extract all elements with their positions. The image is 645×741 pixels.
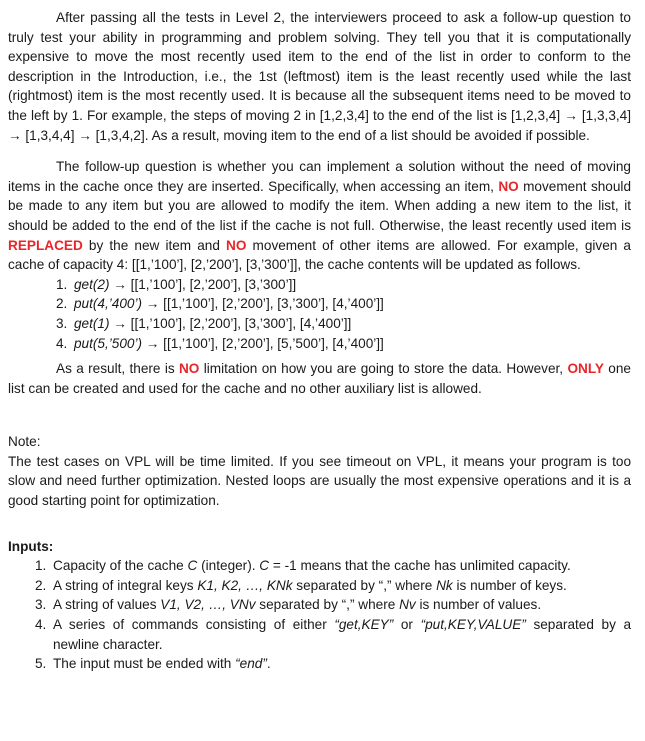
emphasis-no-3: NO	[178, 361, 200, 377]
intro-paragraph: After passing all the tests in Level 2, the interviewers proceed to ask a follow-up question to truly test your ability in programming and problem solving. They tell you that it is computationally expensive to move the most recently used item to the end of the list in order to conform to the description in the Introduction, i.e., the 1st (leftmost) item is the least recently used while the last (rightmost) item is the most recently used. It is because all the subsequent items need to be moved to the left by 1. For example, the steps of moving 2 in [1,2,3,4] to the end of the list is [1,2,3,4] → [1,3,3,4] → [1,3,4,4] → [1,3,4,2]. As a result, moving item to the end of a list should be avoided if possible.	[8, 10, 631, 143]
list-item: 1. Capacity of the cache C (integer). C = -1 means that the cache has unlimited capacity.	[35, 558, 571, 574]
emphasis-only: ONLY	[567, 361, 604, 377]
emphasis-no-2: NO	[226, 237, 247, 253]
example-command: get(2)	[74, 276, 110, 292]
list-item: 4. A series of commands consisting of either “get,KEY” or “put,KEY,VALUE” separated by a newline character.	[35, 617, 632, 652]
list-item: 4. put(5,’500’) → [[1,’100’], [2,’200’], [5,’500’], [4,’400’]]	[56, 335, 384, 351]
inputs-list	[8, 556, 631, 674]
list-item: 2. put(4,’400’) → [[1,’100’], [2,’200’], [3,’300’], [4,’400’]]	[56, 296, 384, 312]
followup-paragraph	[8, 157, 631, 275]
example-list	[8, 275, 631, 353]
example-result: → [[1,’100’], [2,’200’], [3,’300’]]	[109, 276, 297, 292]
list-item: 3. A string of values V1, V2, …, VNv separated by “,” where Nv is number of values.	[35, 597, 542, 613]
example-command: put(4,’400’)	[74, 296, 143, 312]
example-command: get(1)	[74, 315, 110, 331]
emphasis-no-1: NO	[498, 178, 519, 194]
example-result: → [[1,’100’], [2,’200’], [5,’500’], [4,’400’]]	[142, 335, 384, 351]
followup-text-2: movement should be made to any item but you are allowed to modify the item. When adding a new item to the list, it should be added to the end of the list if the cache is not full. Otherwise, the least recently used item is	[8, 178, 632, 233]
example-result: → [[1,’100’], [2,’200’], [3,’300’], [4,’400’]]	[142, 296, 384, 312]
note-body: The test cases on VPL will be time limited. If you see timeout on VPL, it means your program is too slow and need further optimization. Nested loops are usually the most expensive operations and it is a good starting point for optimization.	[8, 453, 631, 509]
example-command: put(5,’500’)	[74, 335, 143, 351]
followup-text-1: The follow-up question is whether you can implement a solution without the need of moving items in the cache once they are inserted. Specifically, when accessing an item,	[8, 159, 631, 194]
list-item: 5. The input must be ended with “end”.	[35, 656, 271, 672]
list-item: 3. get(1) → [[1,’100’], [2,’200’], [3,’300’], [4,’400’]]	[56, 315, 352, 331]
storage-paragraph: As a result, there is NO limitation on how you are going to store the data. However, ONLY one list can be created and used for the cache and no other auxiliary list is allowed.	[8, 361, 631, 396]
list-item: 1. get(2) → [[1,’100’], [2,’200’], [3,’300’]]	[56, 276, 297, 292]
list-item: 2. A string of integral keys K1, K2, …, KNk separated by “,” where Nk is number of keys.	[35, 577, 567, 593]
followup-text-4: movement of other items are allowed. For example, given a cache of capacity 4: [[1,’100’], [2,’200’], [3,’300’]], the cache contents will be updated as follows.	[8, 237, 631, 273]
emphasis-replaced: REPLACED	[8, 237, 83, 253]
example-result: → [[1,’100’], [2,’200’], [3,’300’], [4,’400’]]	[109, 315, 352, 331]
inputs-heading: Inputs:	[8, 538, 54, 554]
note-heading: Note:	[8, 434, 41, 450]
followup-text-3: by the new item and	[82, 237, 227, 253]
